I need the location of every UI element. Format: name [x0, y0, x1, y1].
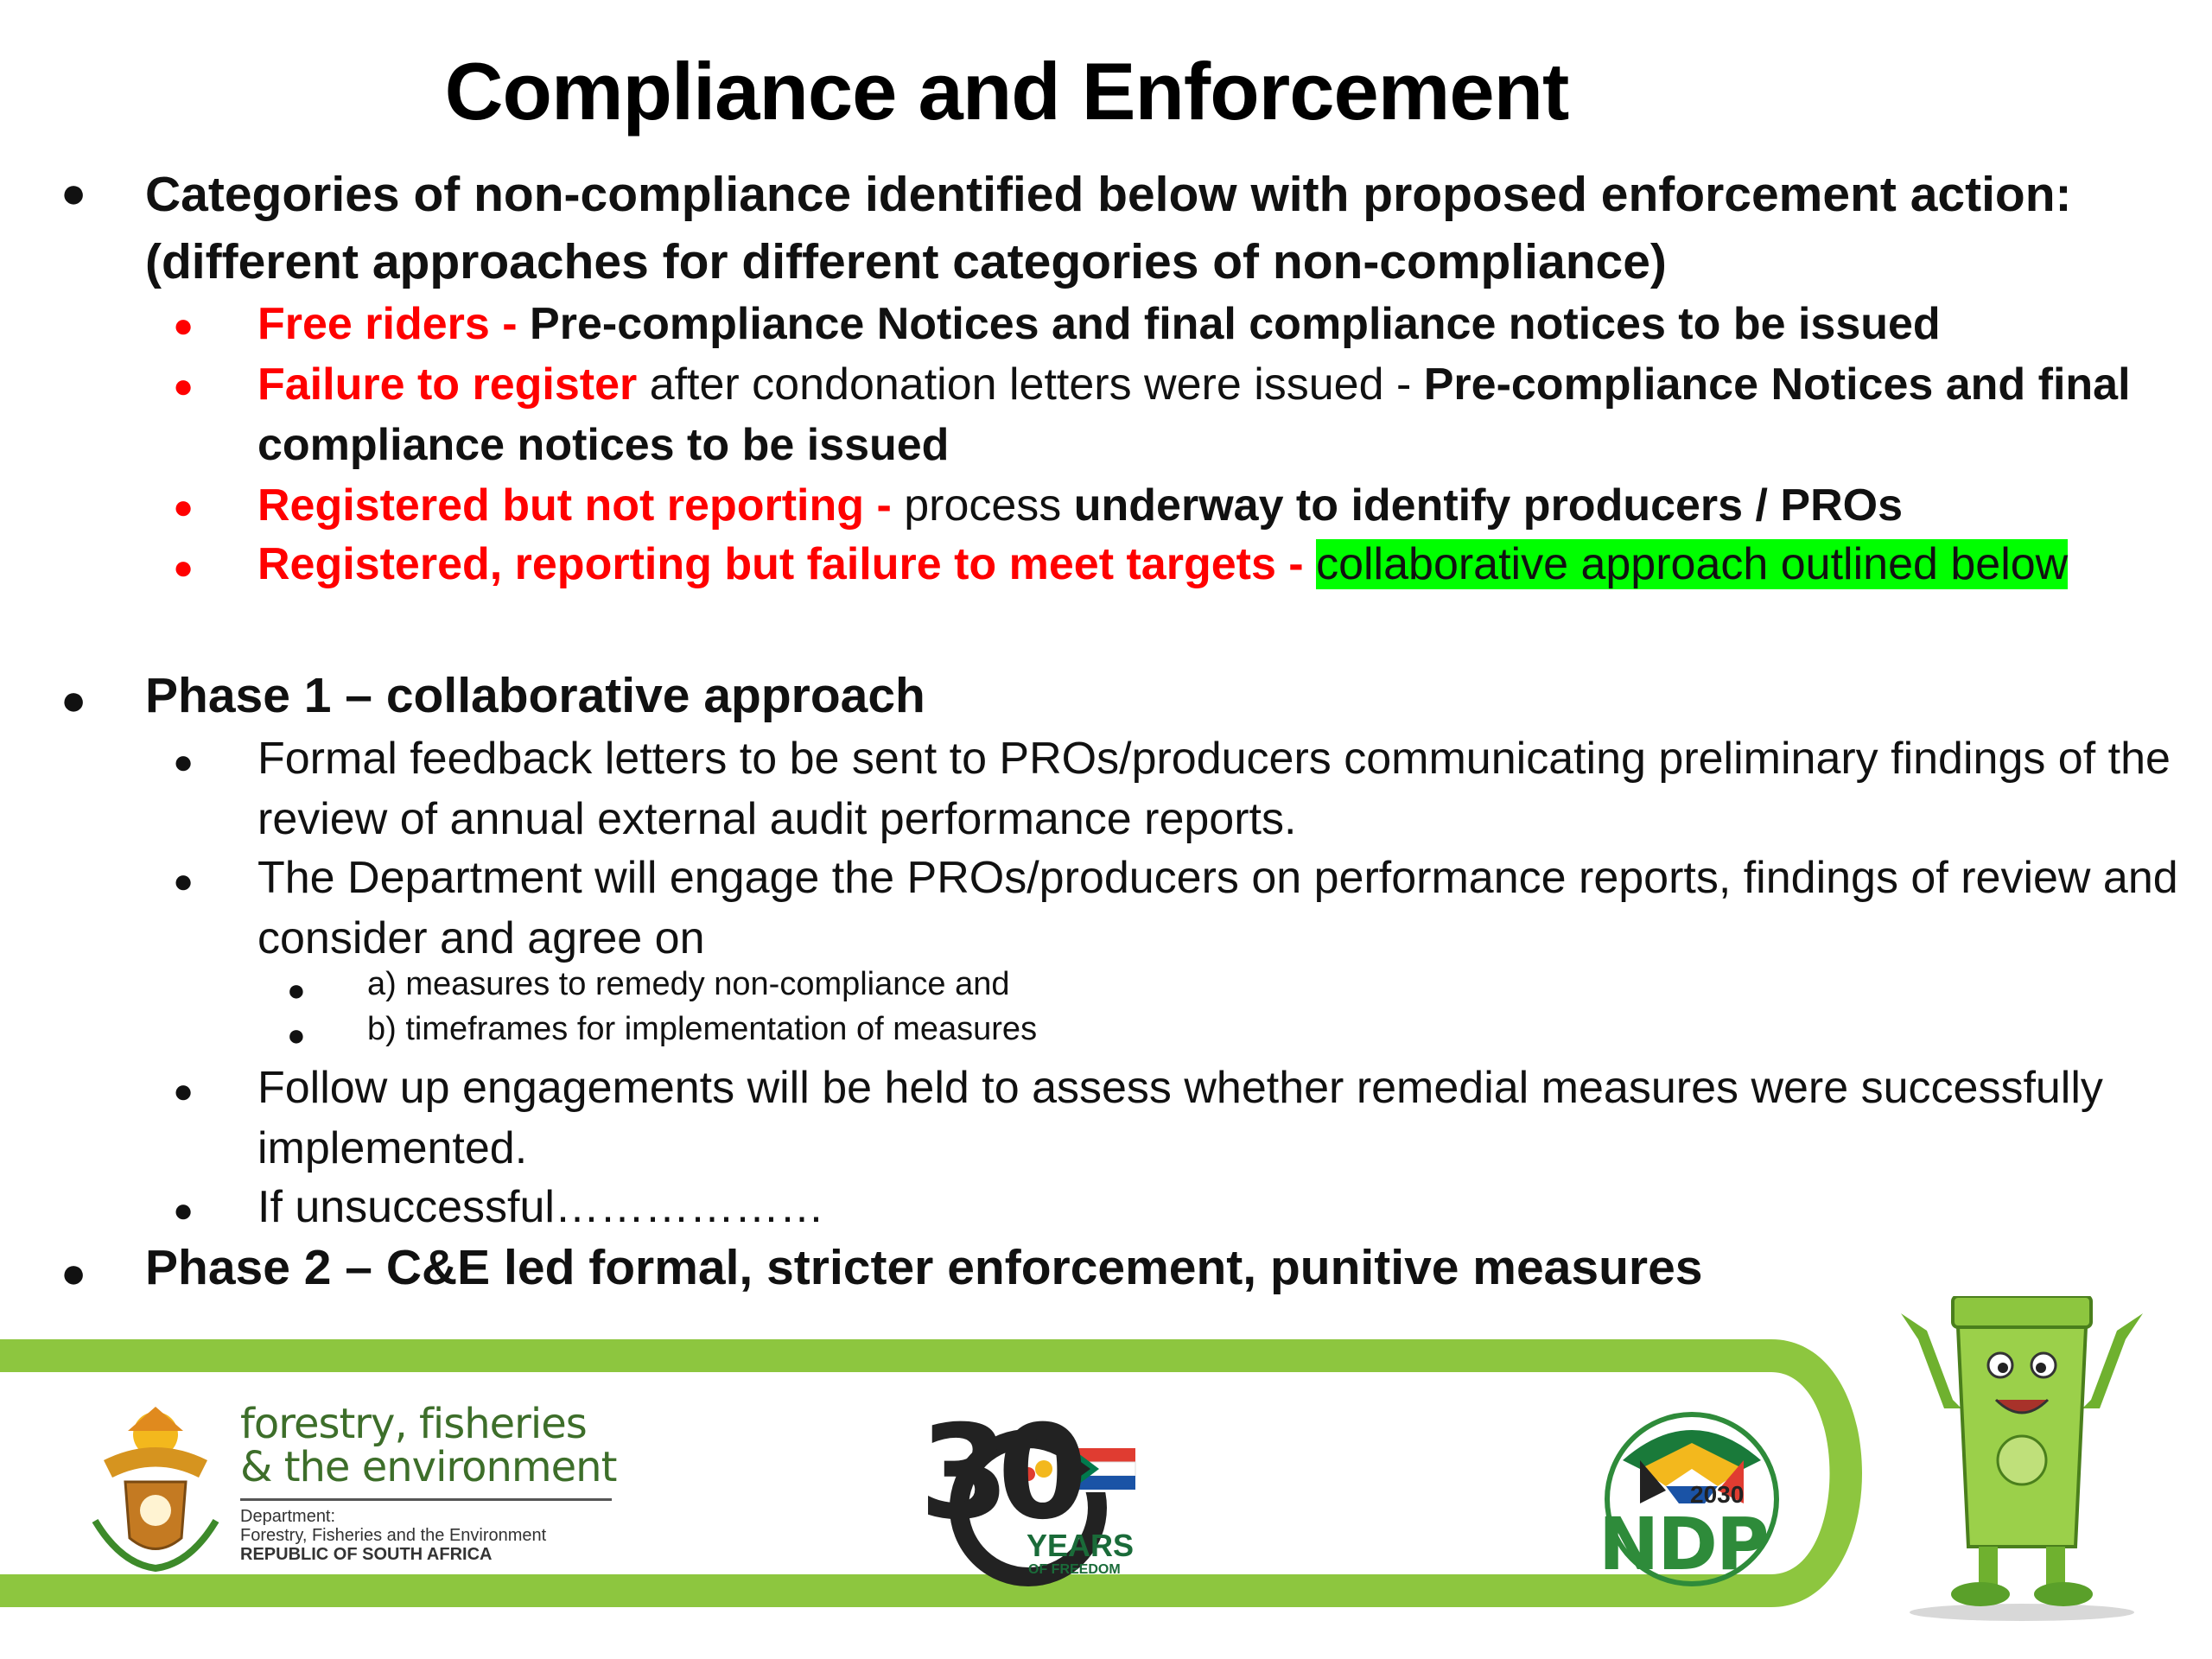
highlighted-action: collaborative approach outlined below — [1316, 539, 2069, 589]
phase1-item-line1: If unsuccessful……………… — [257, 1182, 824, 1232]
bullet-icon: ● — [173, 1072, 194, 1110]
category-action: Pre-compliance Notices and final — [1423, 359, 2131, 410]
phase1-item-line1: The Department will engage the PROs/producers on performance reports, findings of review and — [257, 853, 2178, 903]
bullet-icon: ● — [173, 1192, 194, 1230]
phase1-subitem: b) timeframes for implementation of measures — [367, 1011, 1038, 1047]
bullet-icon: ● — [173, 488, 194, 526]
section1-heading-line1: Categories of non-compliance identified below with proposed enforcement action: — [145, 167, 2072, 222]
category-detail: after condonation letters were issued - — [649, 359, 1412, 410]
footer — [0, 1313, 2212, 1659]
dffe-department-label: Department: — [240, 1507, 336, 1526]
phase1-item-line2: review of annual external audit performance reports. — [257, 794, 1297, 844]
category-failure-to-register — [257, 359, 2131, 410]
category-label: Registered but not reporting - — [257, 480, 892, 531]
dffe-name-line1: forestry, fisheries — [240, 1400, 587, 1448]
thirty-years-label: YEARS — [1027, 1528, 1135, 1563]
category-action: Pre-compliance Notices and final compliance notices to be issued — [530, 299, 1941, 349]
bullet-icon: ● — [173, 549, 194, 587]
category-label: Free riders - — [257, 299, 518, 349]
ndp-2030-logo — [1588, 1408, 1796, 1590]
dffe-department-name: Forestry, Fisheries and the Environment — [240, 1526, 547, 1545]
phase1-item-line2: implemented. — [257, 1123, 528, 1173]
category-action-continued: compliance notices to be issued — [257, 420, 950, 470]
phase1-item-line2: consider and agree on — [257, 913, 705, 963]
section1-heading-line2: (different approaches for different categories of non-compliance) — [145, 234, 1667, 289]
bullet-icon: ● — [173, 743, 194, 781]
category-action: underway to identify producers / PROs — [1073, 480, 1904, 531]
thirty-freedom-label: OF FREEDOM — [1028, 1562, 1121, 1577]
bullet-icon: ● — [60, 168, 87, 217]
bullet-icon: ● — [173, 862, 194, 900]
dffe-country: REPUBLIC OF SOUTH AFRICA — [240, 1545, 493, 1564]
phase1-item-line1: Follow up engagements will be held to assess whether remedial measures were successfully — [257, 1063, 2103, 1113]
category-failure-to-meet-targets — [257, 538, 2068, 590]
phase1-heading: Phase 1 – collaborative approach — [145, 668, 925, 723]
bullet-icon: ● — [173, 307, 194, 345]
category-registered-not-reporting — [257, 480, 1903, 531]
category-label: Failure to register — [257, 359, 638, 410]
phase1-item-line1: Formal feedback letters to be sent to PROs/producers communicating preliminary findings of the — [257, 734, 2171, 784]
category-detail: process — [904, 480, 1062, 531]
coat-of-arms-icon — [86, 1400, 225, 1581]
ndp-name: NDP — [1599, 1502, 1768, 1586]
bullet-icon: ● — [60, 676, 87, 724]
dffe-name-line2: & the environment — [240, 1443, 617, 1491]
category-label: Registered, reporting but failure to meet targets - — [257, 539, 1304, 589]
thirty-years-freedom-logo — [899, 1400, 1158, 1599]
bullet-icon: ● — [173, 367, 194, 405]
bullet-icon: ● — [287, 1017, 306, 1052]
slide-title: Compliance and Enforcement — [444, 46, 1569, 137]
thirty-number: 30 — [919, 1398, 1076, 1548]
phase1-subitem: a) measures to remedy non-compliance and — [367, 966, 1010, 1002]
category-free-riders — [257, 298, 1941, 350]
divider — [240, 1498, 612, 1501]
phase2-heading: Phase 2 – C&E led formal, stricter enforcement, punitive measures — [145, 1240, 1703, 1295]
bullet-icon: ● — [60, 1249, 87, 1297]
bullet-icon: ● — [287, 972, 306, 1007]
ndp-year: 2030 — [1690, 1481, 1745, 1508]
dffe-logo — [86, 1400, 639, 1590]
recycling-bin-mascot-icon — [1892, 1296, 2152, 1624]
